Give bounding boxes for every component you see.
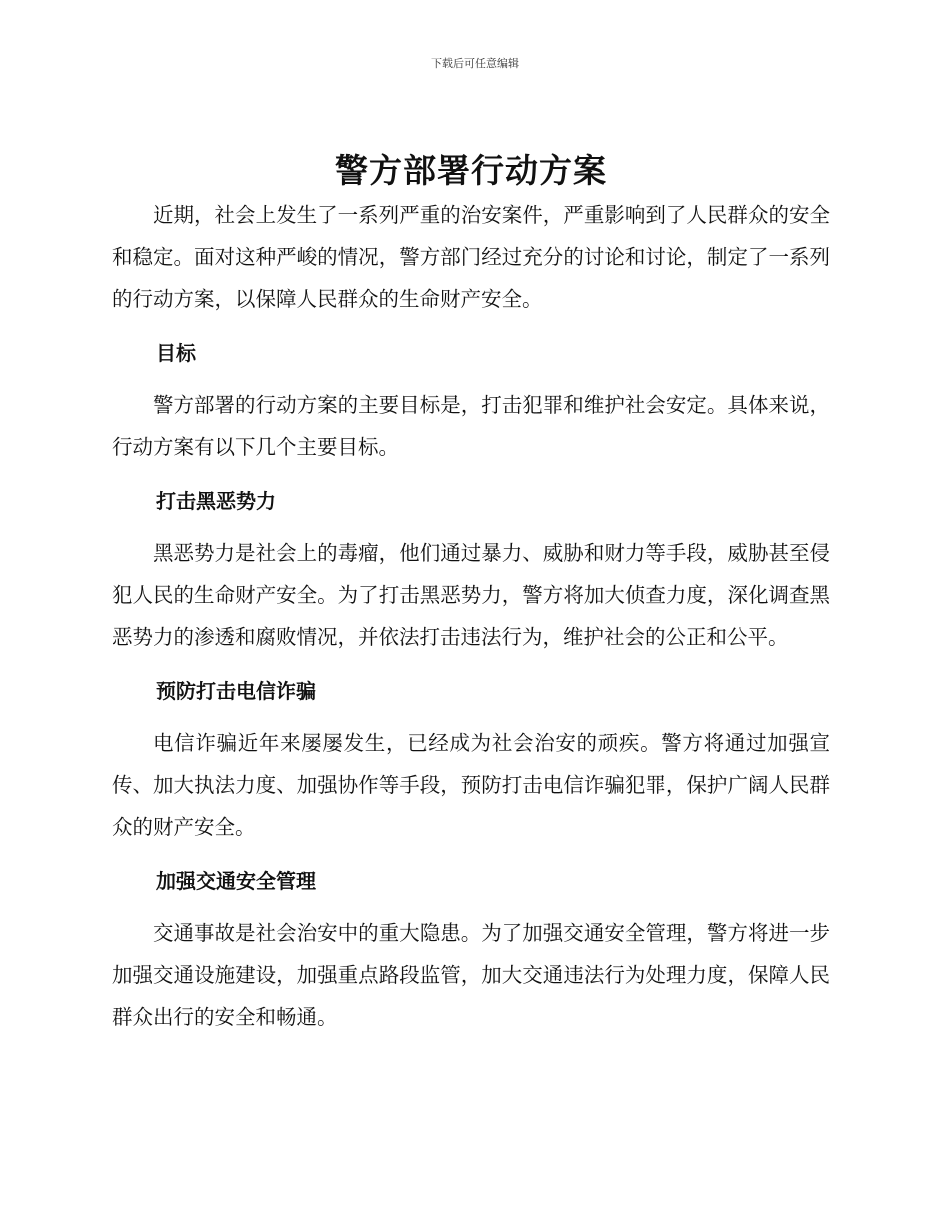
section-heading: 预防打击电信诈骗 <box>156 679 316 703</box>
document-body <box>112 148 830 1038</box>
section-heading: 打击黑恶势力 <box>156 489 276 513</box>
section-paragraph: 电信诈骗近年来屡屡发生，已经成为社会治安的顽疾。警方将通过加强宣传、加大执法力度、加强协作等手段，预防打击电信诈骗犯罪，保护广阔人民群众的财产安全。 <box>112 731 830 839</box>
section-paragraph: 黑恶势力是社会上的毒瘤，他们通过暴力、威胁和财力等手段，威胁甚至侵犯人民的生命财产安全。为了打击黑恶势力，警方将加大侦查力度，深化调查黑恶势力的渗透和腐败情况，并依法打击违法行为，维护社会的公正和公平。 <box>112 541 830 649</box>
section-gang-crime <box>112 480 830 658</box>
section-heading: 加强交通安全管理 <box>156 869 316 893</box>
section-traffic-safety <box>112 860 830 1038</box>
section-heading: 目标 <box>156 341 196 365</box>
section-goals <box>112 332 830 468</box>
intro-paragraph: 近期，社会上发生了一系列严重的治安案件，严重影响到了人民群众的安全和稳定。面对这种严峻的情况，警方部门经过充分的讨论和讨论，制定了一系列的行动方案，以保障人民群众的生命财产安全。 <box>112 203 830 311</box>
page-header-note: 下载后可任意编辑 <box>431 57 519 70</box>
section-paragraph: 交通事故是社会治安中的重大隐患。为了加强交通安全管理，警方将进一步加强交通设施建设，加强重点路段监管，加大交通违法行为处理力度，保障人民群众出行的安全和畅通。 <box>112 921 830 1029</box>
section-paragraph: 警方部署的行动方案的主要目标是，打击犯罪和维护社会安定。具体来说，行动方案有以下几个主要目标。 <box>112 393 830 459</box>
section-telecom-fraud <box>112 670 830 848</box>
document-title: 警方部署行动方案 <box>335 151 607 190</box>
